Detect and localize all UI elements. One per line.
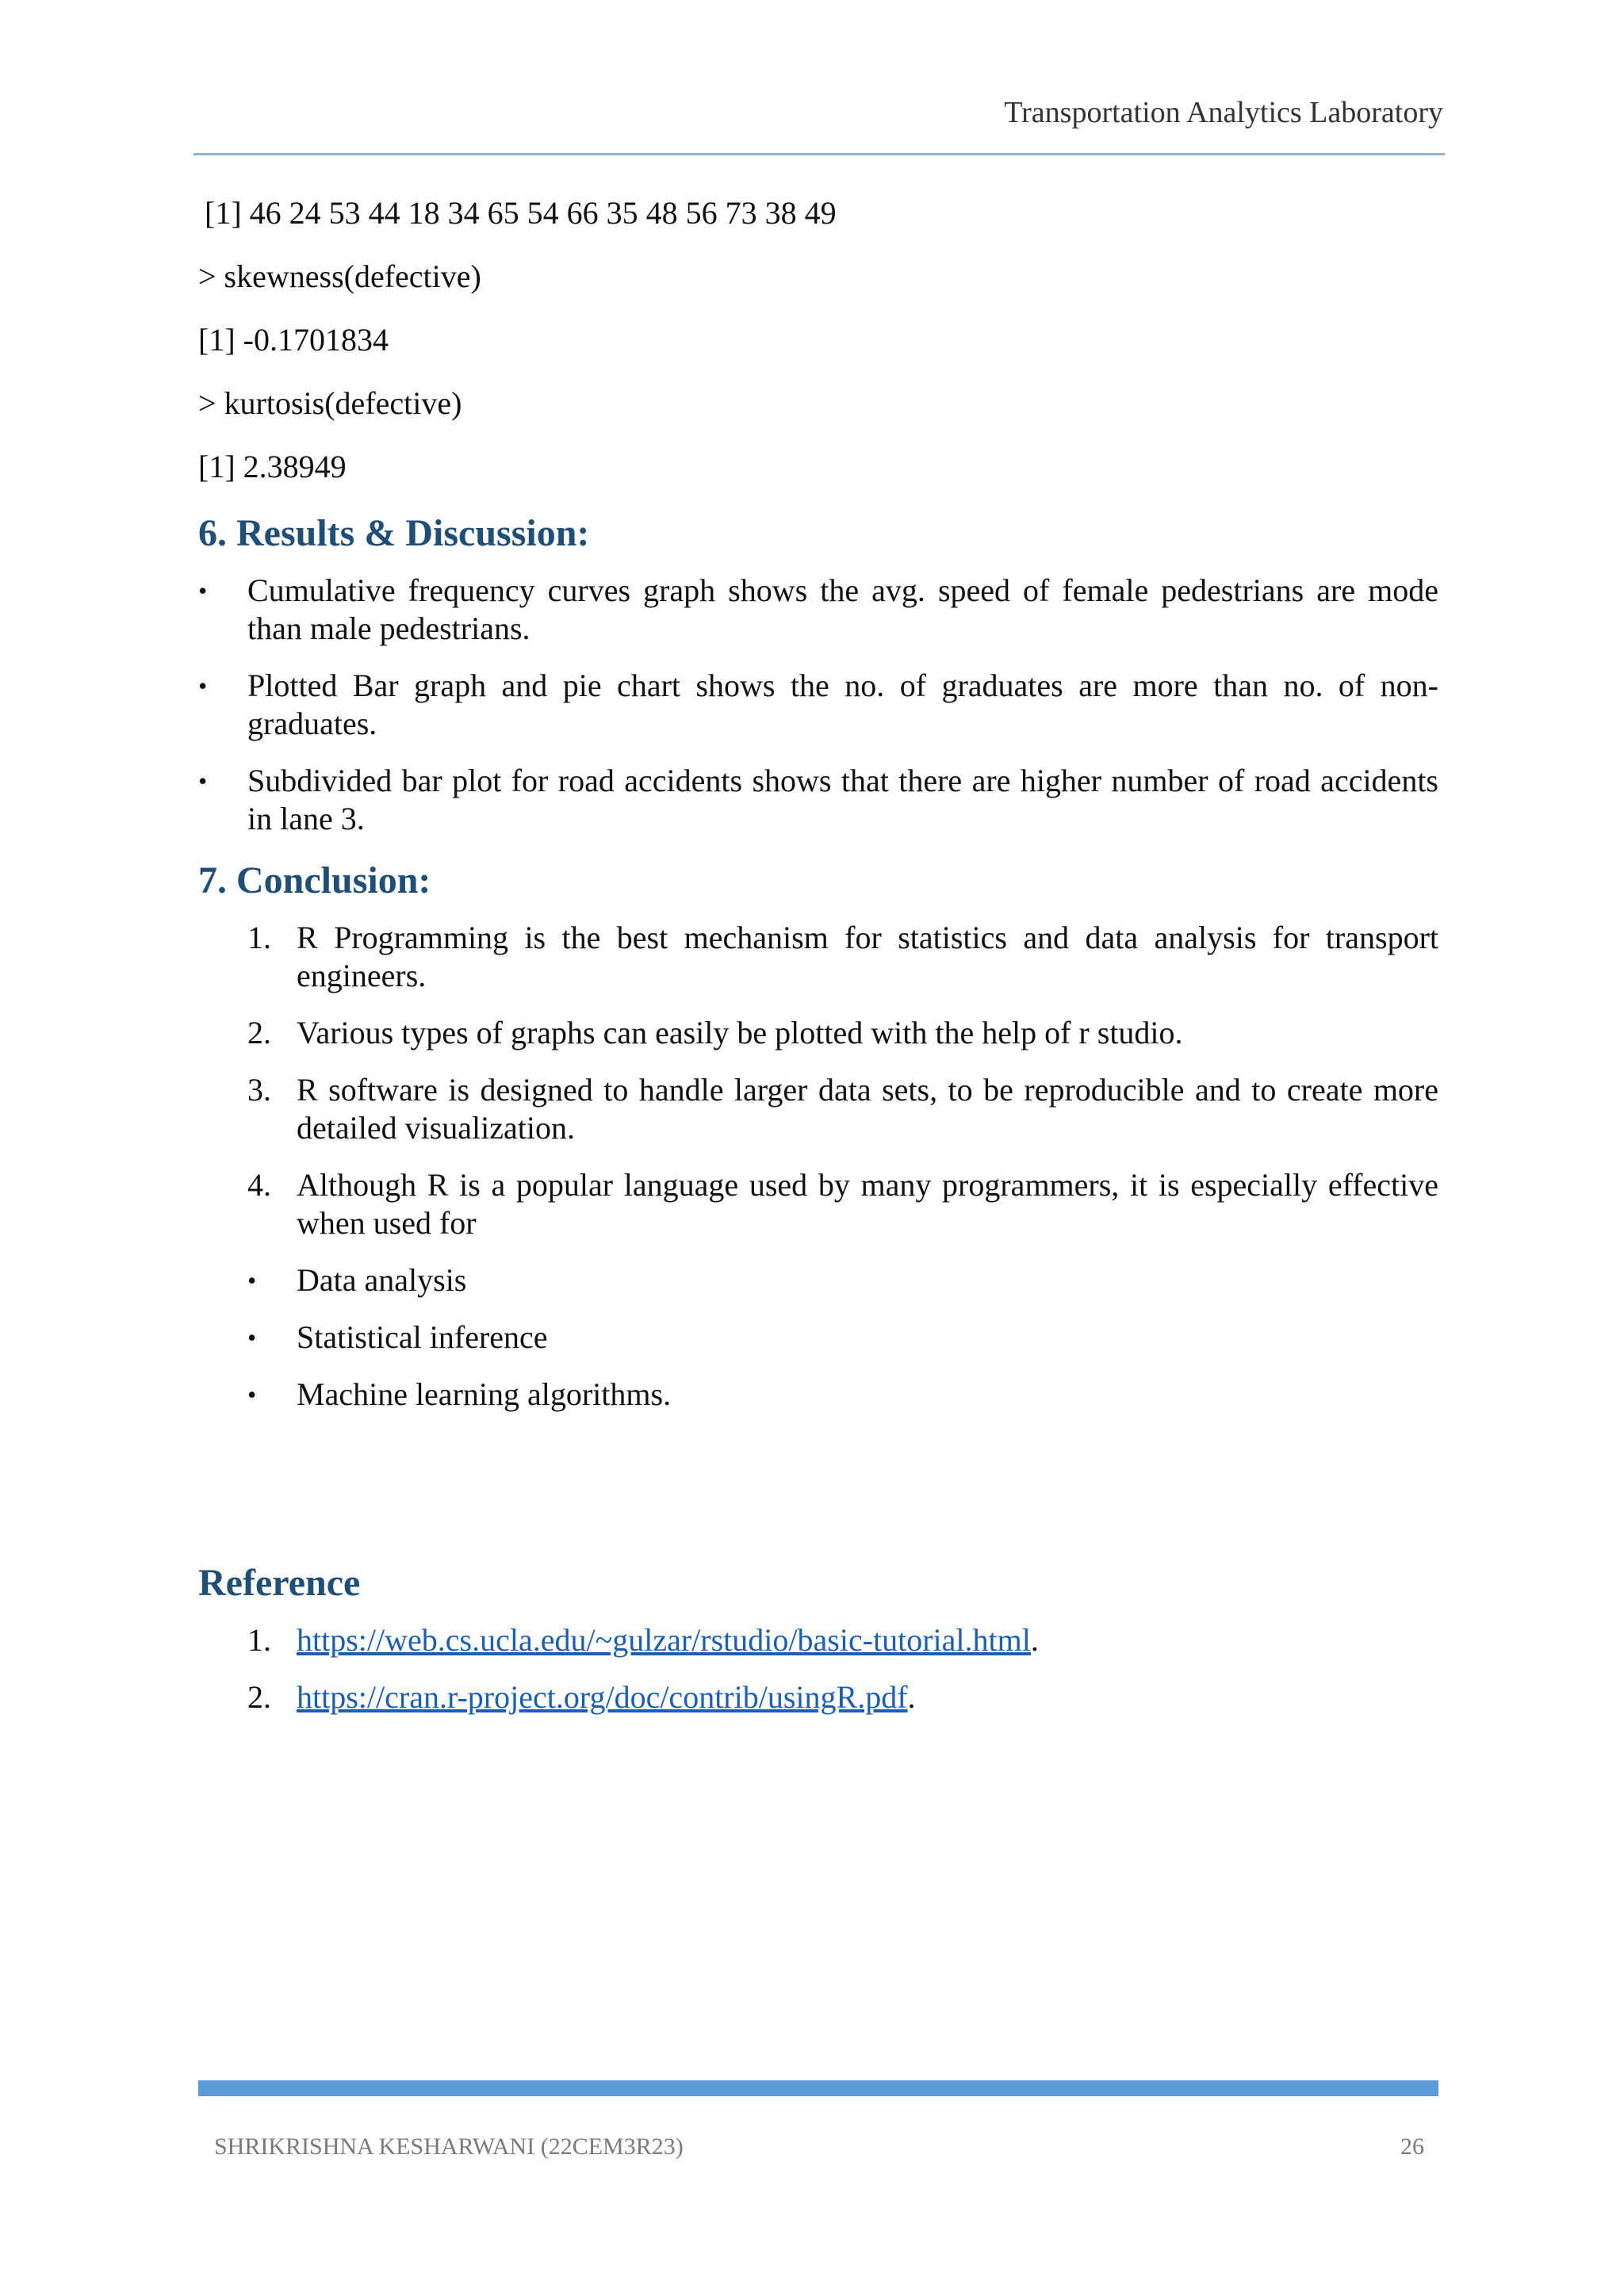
list-number: 3. bbox=[247, 1072, 271, 1108]
results-heading: 6. Results & Discussion: bbox=[198, 512, 590, 554]
list-item bbox=[198, 1261, 1438, 1299]
list-item-text: Statistical inference bbox=[297, 1319, 548, 1355]
list-item-text: Although R is a popular language used by many programmers, it is especially effective when used for bbox=[297, 1167, 1438, 1241]
reference-link[interactable]: https://web.cs.ucla.edu/~gulzar/rstudio/basic-tutorial.html bbox=[297, 1622, 1031, 1658]
results-list bbox=[198, 572, 1438, 838]
list-item-text: Plotted Bar graph and pie chart shows the no. of graduates are more than no. of non-graduates. bbox=[247, 668, 1438, 741]
page-content bbox=[198, 194, 1438, 1735]
list-item bbox=[198, 1071, 1438, 1147]
conclusion-list bbox=[198, 919, 1438, 1242]
list-item bbox=[198, 1621, 1438, 1659]
reference-link[interactable]: https://cran.r-project.org/doc/contrib/usingR.pdf bbox=[297, 1679, 908, 1715]
console-output bbox=[198, 194, 1438, 486]
conclusion-heading: 7. Conclusion: bbox=[198, 859, 431, 901]
list-number: 2. bbox=[247, 1015, 271, 1050]
list-item bbox=[198, 667, 1438, 743]
list-item-text: R Programming is the best mechanism for statistics and data analysis for transport engineers. bbox=[297, 920, 1438, 993]
console-line: > kurtosis(defective) bbox=[198, 385, 462, 421]
bullet-icon: • bbox=[198, 767, 208, 795]
list-item bbox=[198, 762, 1438, 838]
list-item bbox=[198, 1376, 1438, 1414]
list-number: 1. bbox=[247, 920, 271, 955]
list-item-text: Subdivided bar plot for road accidents shows that there are higher number of road accidents in lane 3. bbox=[247, 763, 1438, 836]
list-item-text: Cumulative frequency curves graph shows the avg. speed of female pedestrians are mode than male pedestrians. bbox=[247, 572, 1438, 646]
bullet-icon: • bbox=[247, 1323, 257, 1352]
list-item bbox=[198, 1166, 1438, 1242]
list-number: 2. bbox=[247, 1679, 271, 1715]
list-item-text: Machine learning algorithms. bbox=[297, 1376, 672, 1412]
footer-divider bbox=[198, 2080, 1438, 2096]
list-item-text: Various types of graphs can easily be plotted with the help of r studio. bbox=[297, 1015, 1183, 1050]
console-line: > skewness(defective) bbox=[198, 258, 481, 294]
list-item bbox=[198, 1014, 1438, 1052]
console-line: [1] -0.1701834 bbox=[198, 322, 389, 358]
list-item-text: Data analysis bbox=[297, 1262, 467, 1298]
list-item bbox=[198, 1678, 1438, 1716]
list-item-text: R software is designed to handle larger data sets, to be reproducible and to create more detailed visualization. bbox=[297, 1072, 1438, 1146]
console-line: [1] 2.38949 bbox=[198, 449, 347, 484]
list-item bbox=[198, 572, 1438, 648]
header-divider bbox=[193, 153, 1445, 155]
running-header: Transportation Analytics Laboratory bbox=[1004, 96, 1443, 129]
console-line: [1] 46 24 53 44 18 34 65 54 66 35 48 56 73 38 49 bbox=[205, 195, 837, 231]
list-item bbox=[198, 919, 1438, 995]
page-number: 26 bbox=[1400, 2133, 1424, 2160]
bullet-icon: • bbox=[247, 1380, 257, 1409]
bullet-icon: • bbox=[247, 1266, 257, 1295]
reference-list bbox=[198, 1621, 1438, 1716]
footer-author: SHRIKRISHNA KESHARWANI (22CEM3R23) bbox=[214, 2133, 684, 2160]
list-item bbox=[198, 1318, 1438, 1357]
bullet-icon: • bbox=[198, 576, 208, 605]
link-suffix: . bbox=[1030, 1622, 1039, 1658]
conclusion-sub-list bbox=[198, 1261, 1438, 1414]
list-number: 4. bbox=[247, 1167, 271, 1203]
bullet-icon: • bbox=[198, 672, 208, 700]
link-suffix: . bbox=[907, 1679, 916, 1715]
reference-heading: Reference bbox=[198, 1562, 361, 1604]
list-number: 1. bbox=[247, 1622, 271, 1658]
